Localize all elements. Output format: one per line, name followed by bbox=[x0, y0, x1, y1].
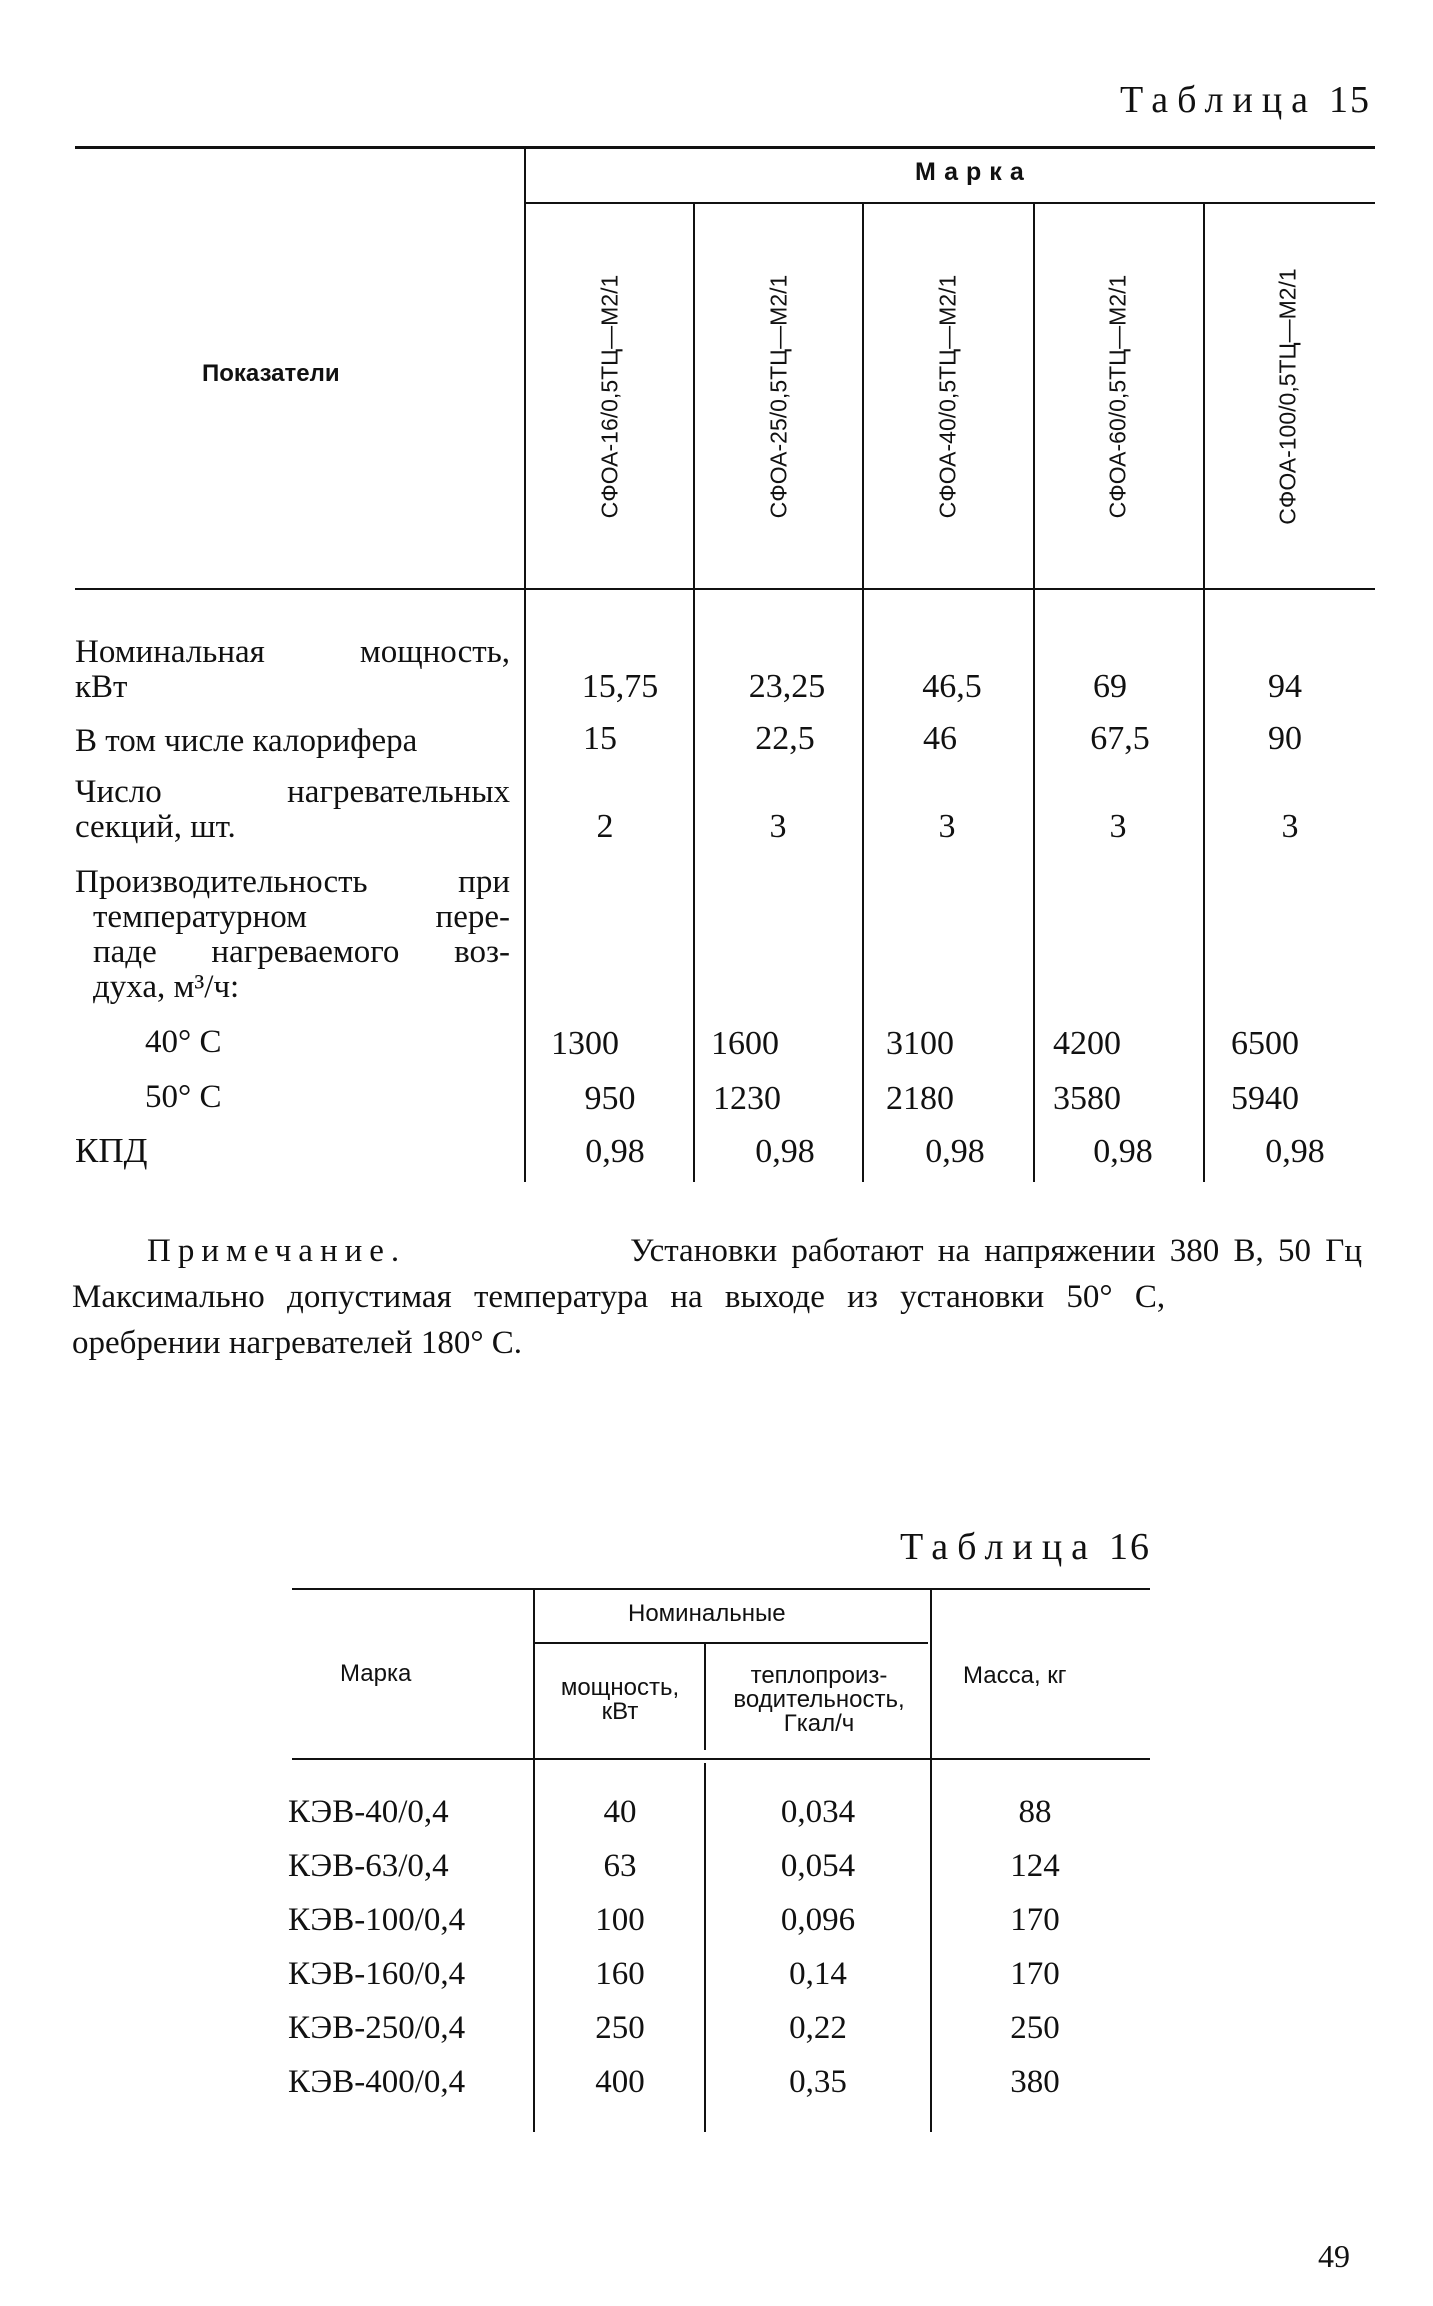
table15-cell: 94 bbox=[1268, 668, 1302, 705]
label-word: температурном bbox=[93, 899, 307, 935]
table16-cell-mass: 124 bbox=[1010, 1848, 1060, 1884]
header-line: Гкал/ч bbox=[783, 1710, 855, 1737]
table16-caption bbox=[900, 1525, 1151, 1569]
label-word: воз- bbox=[454, 934, 510, 970]
table15-indicators-header: Показатели bbox=[202, 360, 340, 387]
header-line: мощность, bbox=[560, 1674, 680, 1701]
table15-header-bottom-rule bbox=[75, 588, 1375, 590]
table16-caption-number: 16 bbox=[1109, 1526, 1152, 1568]
table16-cell-mass: 170 bbox=[1010, 1902, 1060, 1938]
table15-cell: 3580 bbox=[1053, 1080, 1121, 1117]
table15-note bbox=[72, 1228, 1372, 1366]
table16-cell-brand: КЭВ-63/0,4 bbox=[288, 1848, 449, 1884]
table15-cell: 0,98 bbox=[585, 1133, 645, 1170]
table16-cell-brand: КЭВ-250/0,4 bbox=[288, 2010, 466, 2046]
table15-caption bbox=[1120, 78, 1371, 122]
table16-cell-power: 160 bbox=[595, 1956, 645, 1992]
label-word: при bbox=[458, 864, 510, 900]
table16-cell-power: 40 bbox=[603, 1794, 637, 1830]
table15-cell: 3 bbox=[1281, 808, 1299, 845]
table15-cell: 15 bbox=[583, 720, 617, 757]
table16-cell-heat: 0,22 bbox=[789, 2010, 847, 2046]
table15-row-label-efficiency: КПД bbox=[75, 1131, 148, 1170]
label-word: мощность, bbox=[359, 634, 510, 670]
label-line: кВт bbox=[75, 669, 128, 705]
table16-cell-mass: 88 bbox=[1018, 1794, 1052, 1830]
table15-cell: 4200 bbox=[1053, 1025, 1121, 1062]
label-line: секций, шт. bbox=[75, 809, 236, 845]
header-line: теплопроиз- bbox=[750, 1662, 888, 1689]
table16-mass-header: Масса, кг bbox=[963, 1662, 1067, 1689]
table15-caption-number: 15 bbox=[1329, 79, 1372, 121]
table15-cell: 0,98 bbox=[1265, 1133, 1325, 1170]
table15-cell: 67,5 bbox=[1090, 720, 1150, 757]
table15-cell: 69 bbox=[1093, 668, 1127, 705]
table16-cell-heat: 0,034 bbox=[780, 1794, 856, 1830]
table16-heat-header bbox=[708, 1664, 930, 1736]
table15-row-label-power bbox=[75, 635, 510, 705]
table15-row-label-capacity bbox=[75, 865, 510, 1005]
table15-cell: 0,98 bbox=[1093, 1133, 1153, 1170]
table15-row-label-heater: В том числе калорифера bbox=[75, 723, 418, 759]
table16-col-divider bbox=[704, 1763, 706, 2132]
table15-cell: 23,25 bbox=[748, 668, 826, 705]
table15-brand-header: Марка bbox=[915, 158, 1032, 186]
table15-cell: 3100 bbox=[886, 1025, 954, 1062]
label-word: Номинальная bbox=[75, 634, 265, 670]
table16-nominal-header: Номинальные bbox=[628, 1600, 786, 1627]
table15-cell: 0,98 bbox=[755, 1133, 815, 1170]
table15-cell: 6500 bbox=[1231, 1025, 1299, 1062]
table16-cell-power: 400 bbox=[595, 2064, 645, 2100]
table15-cell: 5940 bbox=[1231, 1080, 1299, 1117]
table16-brand-header: Марка bbox=[340, 1660, 412, 1687]
note-line bbox=[72, 1228, 1362, 1274]
table16-cell-brand: КЭВ-40/0,4 bbox=[288, 1794, 449, 1830]
table16-cell-brand: КЭВ-100/0,4 bbox=[288, 1902, 466, 1938]
table15-cell: 3 bbox=[1109, 808, 1127, 845]
table15-cell: 46 bbox=[923, 720, 957, 757]
table15-cell: 1600 bbox=[711, 1025, 779, 1062]
table16-cell-heat: 0,35 bbox=[789, 2064, 847, 2100]
table15-cell: 2 bbox=[596, 808, 614, 845]
table15-cell: 3 bbox=[769, 808, 787, 845]
table15-model-header: СФОА-60/0,5ТЦ—М2/1 bbox=[1104, 274, 1131, 519]
header-line: кВт bbox=[601, 1698, 639, 1725]
table15-cell: 1300 bbox=[551, 1025, 619, 1062]
label-word: нагреваемого bbox=[211, 934, 400, 970]
table15-cell: 0,98 bbox=[925, 1133, 985, 1170]
table15-cell: 1230 bbox=[713, 1080, 781, 1117]
label-word: паде bbox=[93, 934, 157, 970]
label-word: нагревательных bbox=[287, 774, 510, 810]
table15-cell: 90 bbox=[1268, 720, 1302, 757]
note-line: Максимально допустимая температура на выходе из установки 50° С, bbox=[72, 1279, 1166, 1315]
label-word: Производительность bbox=[75, 864, 368, 900]
label-word: Число bbox=[75, 774, 162, 810]
table15-cell: 22,5 bbox=[755, 720, 815, 757]
table15-cell: 46,5 bbox=[922, 668, 982, 705]
table15-model-header: СФОА-16/0,5ТЦ—М2/1 bbox=[596, 274, 623, 519]
table16-col-divider bbox=[930, 1590, 932, 2132]
table15-caption-word: Таблица bbox=[1120, 79, 1318, 121]
table15-model-header: СФОА-40/0,5ТЦ—М2/1 bbox=[934, 274, 961, 519]
table16-cell-power: 63 bbox=[603, 1848, 637, 1884]
table15-row-label-t50: 50° С bbox=[145, 1079, 222, 1115]
table15-row-label-t40: 40° С bbox=[145, 1024, 222, 1060]
table16-caption-word: Таблица bbox=[900, 1526, 1098, 1568]
note-prefix: Примечание. bbox=[147, 1233, 407, 1269]
label-line: духа, м³/ч: bbox=[93, 969, 240, 1005]
table15-row-label-sections bbox=[75, 775, 510, 845]
table16-cell-brand: КЭВ-160/0,4 bbox=[288, 1956, 466, 1992]
table16-cell-power: 100 bbox=[595, 1902, 645, 1938]
table16-col-divider bbox=[533, 1590, 535, 2132]
table16-cell-heat: 0,14 bbox=[789, 1956, 847, 1992]
table16-cell-brand: КЭВ-400/0,4 bbox=[288, 2064, 466, 2100]
table16-cell-mass: 250 bbox=[1010, 2010, 1060, 2046]
table16-nominal-rule bbox=[535, 1642, 928, 1644]
table16-cell-mass: 170 bbox=[1010, 1956, 1060, 1992]
label-word: пере- bbox=[435, 899, 510, 935]
table15-top-rule bbox=[75, 146, 1375, 149]
page-number: 49 bbox=[1318, 2238, 1350, 2274]
table15-model-header: СФОА-100/0,5ТЦ—М2/1 bbox=[1274, 268, 1301, 525]
table15-brand-rule bbox=[525, 202, 1375, 204]
table16-cell-power: 250 bbox=[595, 2010, 645, 2046]
table15-cell: 15,75 bbox=[581, 668, 659, 705]
header-line: водительность, bbox=[733, 1686, 905, 1713]
note-line: оребрении нагревателей 180° С. bbox=[72, 1325, 523, 1361]
table16-col-divider bbox=[704, 1644, 706, 1750]
note-text: Установки работают на напряжении 380 В, 50 Гц bbox=[630, 1233, 1362, 1269]
table16-cell-heat: 0,096 bbox=[780, 1902, 856, 1938]
table15-cell: 2180 bbox=[886, 1080, 954, 1117]
table16-header-bottom-rule bbox=[292, 1758, 1150, 1760]
table15-cell: 3 bbox=[938, 808, 956, 845]
table16-cell-mass: 380 bbox=[1010, 2064, 1060, 2100]
table16-top-rule bbox=[292, 1588, 1150, 1590]
table16-power-header bbox=[540, 1676, 700, 1724]
table15-cell: 950 bbox=[584, 1080, 636, 1117]
table15-model-header: СФОА-25/0,5ТЦ—М2/1 bbox=[765, 274, 792, 519]
table16-cell-heat: 0,054 bbox=[780, 1848, 856, 1884]
